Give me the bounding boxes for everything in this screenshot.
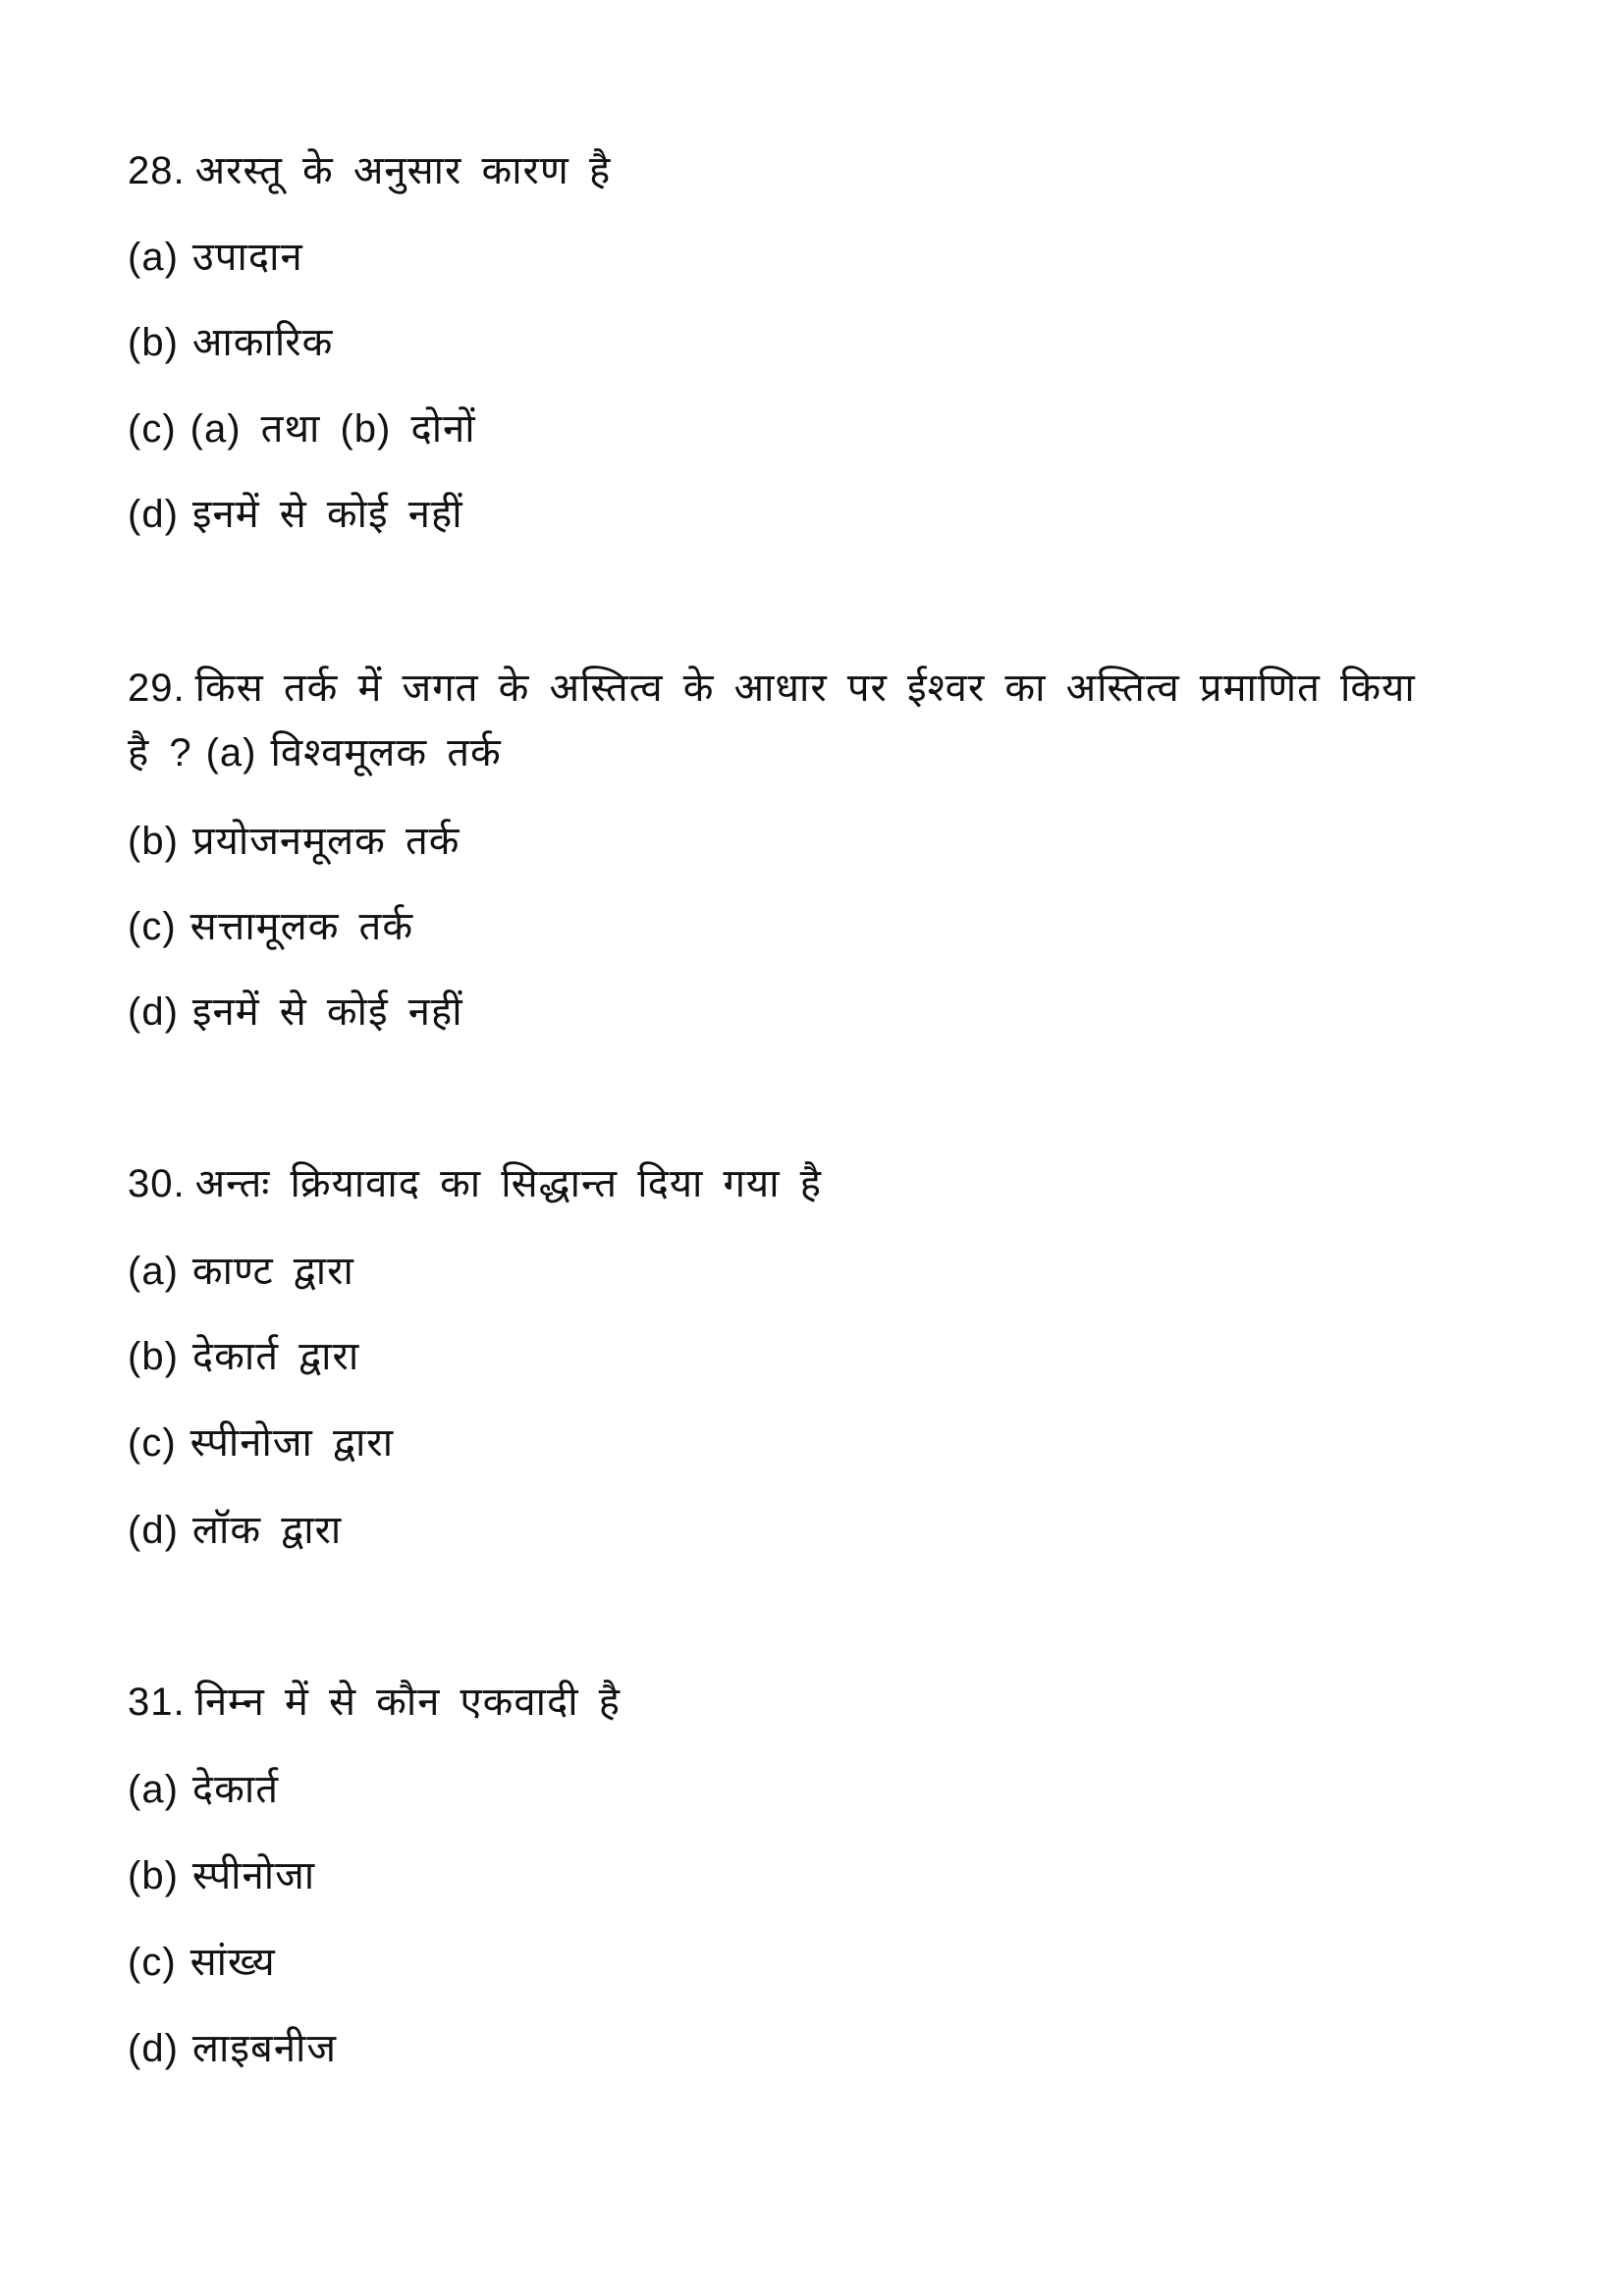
option-text: काण्ट द्वारा [191, 1250, 354, 1293]
question-stem [128, 147, 1502, 194]
option-text: उपादान [191, 236, 303, 279]
option-text: लाइबनीज [191, 2027, 338, 2070]
option-label: (a) [205, 731, 257, 774]
option-text: देकार्त द्वारा [191, 1335, 360, 1378]
option-text: सत्तामूलक तर्क [189, 905, 414, 948]
option-c [128, 405, 476, 453]
option-label: (d) [128, 2027, 179, 2070]
option-d [128, 2025, 337, 2072]
option-a [128, 1248, 354, 1295]
question-number: 31. [128, 1681, 186, 1724]
option-a [128, 1766, 279, 1813]
option-label: (a) [128, 1250, 179, 1293]
option-c [128, 1419, 394, 1467]
question-text: निम्न में से कौन एकवादी है [194, 1681, 621, 1724]
option-c [128, 1939, 276, 1986]
option-text: इनमें से कोई नहीं [191, 990, 463, 1034]
option-label: (d) [128, 493, 179, 536]
question-number: 30. [128, 1162, 186, 1205]
question-stem [128, 1160, 1502, 1207]
option-label: (a) [128, 236, 179, 279]
question-text: है ? [128, 731, 192, 774]
option-label: (b) [128, 1854, 179, 1897]
option-text: सांख्य [189, 1941, 276, 1984]
option-label: (c) [128, 1941, 177, 1984]
option-d [128, 491, 463, 538]
option-text: स्पीनोजा [191, 1854, 316, 1897]
option-label: (b) [128, 321, 179, 364]
option-label: (c) [128, 407, 177, 451]
option-label: (c) [128, 1421, 177, 1465]
option-label: (b) [128, 820, 179, 863]
option-b [128, 319, 333, 366]
option-c [128, 903, 413, 950]
question-text: अरस्तू के अनुसार कारण है [194, 149, 612, 192]
option-text: स्पीनोजा द्वारा [189, 1421, 395, 1465]
option-text: प्रयोजनमूलक तर्क [191, 820, 460, 863]
option-label: (c) [128, 905, 177, 948]
option-a [128, 234, 303, 281]
question-number: 28. [128, 149, 186, 192]
option-label: (b) [128, 1335, 179, 1378]
option-text: लॉक द्वारा [191, 1509, 343, 1552]
option-b [128, 1852, 315, 1899]
question-stem [128, 665, 1502, 712]
option-b [128, 1333, 359, 1380]
option-text: आकारिक [191, 321, 334, 364]
option-b [128, 818, 460, 865]
option-text: इनमें से कोई नहीं [191, 493, 463, 536]
option-d [128, 1507, 342, 1554]
option-label: (d) [128, 1509, 179, 1552]
option-text: विश्वमूलक तर्क [270, 731, 502, 774]
option-label: (d) [128, 990, 179, 1034]
question-text: किस तर्क में जगत के अस्तित्व के आधार पर ईश्वर का अस्तित्व प्रमाणित किया [194, 667, 1416, 710]
option-text: देकार्त [191, 1768, 280, 1811]
option-label: (a) [128, 1768, 179, 1811]
question-stem-continued [128, 729, 502, 776]
question-stem [128, 1679, 1502, 1726]
question-text: अन्तः क्रियावाद का सिद्धान्त दिया गया है [194, 1162, 822, 1205]
option-text: (a) तथा (b) दोनों [189, 407, 476, 451]
option-d [128, 988, 463, 1036]
question-number: 29. [128, 667, 186, 710]
